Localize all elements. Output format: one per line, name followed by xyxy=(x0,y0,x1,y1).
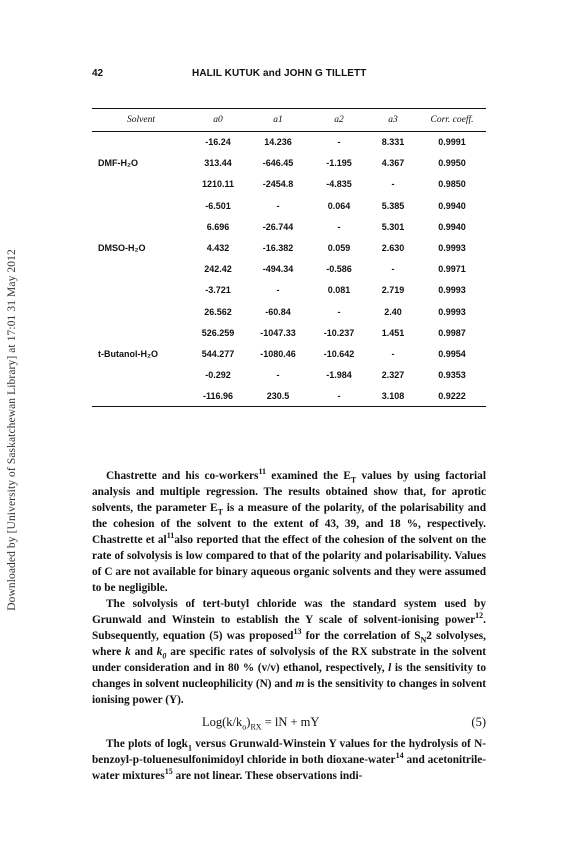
table-cell: 14.236 xyxy=(264,137,292,148)
table-cell: 0.9991 xyxy=(438,137,466,148)
column-header-solvent: Solvent xyxy=(92,109,190,132)
table-row xyxy=(92,386,486,407)
download-watermark-text: Downloaded by [University of Saskatchewan Library] at 17:01 31 May 2012 xyxy=(6,249,19,611)
table-cell: 2.630 xyxy=(381,243,405,254)
table-cell: 8.331 xyxy=(381,137,405,148)
table-cell: -26.744 xyxy=(262,221,294,232)
solvent-label: DMF-H₂O xyxy=(98,158,138,169)
table-row xyxy=(92,280,486,301)
italic-subscript: 0 xyxy=(162,651,167,661)
italic-symbol: l xyxy=(388,662,392,674)
equation-text: $Log(k/k_o)_{RX}$ = lN + mY xyxy=(202,715,320,732)
solvent-cell-empty xyxy=(92,132,190,153)
table-cell: -1.195 xyxy=(326,158,352,169)
table-cell: - xyxy=(310,386,368,407)
equation-number: (5) xyxy=(471,715,486,729)
text-run: are specific rates of solvolysis of the RX substrate in the solvent under consideration and in 80 % (v/v) ethanol, respectively, xyxy=(92,646,486,674)
download-watermark xyxy=(0,210,24,650)
table-cell: -10.237 xyxy=(323,327,355,338)
table-cell: -10.642 xyxy=(323,348,355,359)
text-run: versus Grunwald-Winstein Y values for the hydrolysis of N-benzoyl-p-toluenesulfonimidoyl chloride in both dioxane-water xyxy=(92,738,486,766)
table-row xyxy=(92,132,486,153)
table-cell: 313.44 xyxy=(204,158,232,169)
text-run: for the correlation of S xyxy=(301,630,421,642)
column-header-a2: a2 xyxy=(310,109,368,132)
table-row xyxy=(92,195,486,216)
table-cell: 0.9940 xyxy=(438,200,466,211)
subscript: T xyxy=(217,507,223,517)
table-cell: -1.984 xyxy=(326,370,352,381)
table-cell: 4.432 xyxy=(206,243,230,254)
table-cell: -60.84 xyxy=(265,306,291,317)
text-run: is the sensitivity to changes in solvent ionising power (Y). xyxy=(92,678,487,706)
table-row xyxy=(92,365,486,386)
column-header-a1: a1 xyxy=(246,109,310,132)
paragraph xyxy=(92,736,486,784)
table-body xyxy=(92,132,486,407)
table-cell: -646.45 xyxy=(262,158,294,169)
reference-superscript: 14 xyxy=(395,751,404,761)
solvent-cell-empty xyxy=(92,195,190,216)
solvent-cell-empty xyxy=(92,259,190,280)
text-run: The solvolysis of tert-butyl chloride was the standard system used by Grunwald and Winstein to establish the Y scale of solvent-ionising power xyxy=(92,598,486,626)
text-run: . Subsequently, equation (5) was proposed xyxy=(92,614,486,642)
regression-table xyxy=(92,108,486,407)
reference-superscript: 11 xyxy=(258,467,267,477)
text-run: The plots of logk xyxy=(106,738,188,750)
text-run: and acetonitrile-water mixtures xyxy=(92,754,486,782)
table-cell: 0.9987 xyxy=(438,327,466,338)
table-cell: -494.34 xyxy=(262,264,294,275)
table-cell: 0.9954 xyxy=(438,348,466,359)
table-row xyxy=(92,301,486,322)
table-cell: 6.696 xyxy=(206,221,230,232)
solvent-cell-empty xyxy=(92,174,190,195)
table-cell: 2.40 xyxy=(384,306,402,317)
reference-superscript: 12 xyxy=(475,611,484,621)
running-head: HALIL KUTUK and JOHN G TILLETT xyxy=(192,68,367,79)
table-cell: -0.586 xyxy=(326,264,352,275)
italic-symbol: m xyxy=(295,678,305,690)
subscript: N xyxy=(420,635,427,645)
table-cell: 5.301 xyxy=(381,221,405,232)
solvent-cell-empty xyxy=(92,301,190,322)
text-run: are not linear. These observations indi- xyxy=(172,770,363,782)
table-cell: 0.9993 xyxy=(438,243,466,254)
reference-superscript: 13 xyxy=(293,627,302,637)
solvent-cell-empty xyxy=(92,322,190,343)
table-cell: -2454.8 xyxy=(262,179,294,190)
table-cell: 0.081 xyxy=(327,285,351,296)
reference-superscript: 11 xyxy=(166,531,175,541)
text-run: values by using factorial analysis and multiple regression. The results obtained show that, for aprotic solvents, the parameter E xyxy=(92,470,486,514)
table-row xyxy=(92,322,486,343)
paragraph xyxy=(92,468,486,596)
table-cell: -6.501 xyxy=(205,200,231,211)
text-run: and xyxy=(130,646,157,658)
table-cell: 0.9993 xyxy=(438,285,466,296)
column-header-corr-coeff: Corr. coeff. xyxy=(418,109,486,132)
table-cell: 0.064 xyxy=(327,200,351,211)
table-row xyxy=(92,174,486,195)
table-cell: -116.96 xyxy=(190,386,246,407)
solvent-label: t-Butanol-H₂O xyxy=(98,348,158,359)
text-run: also reported that the effect of the cohesion of the solvent on the rate of solvolysis is low compared to that of the polarity and polarisability. Values of C are not available for binary aqueous organic solvents and they were assumed to be negligible. xyxy=(92,534,487,594)
table-cell: 1210.11 xyxy=(201,179,235,190)
page-number: 42 xyxy=(92,68,104,79)
subscript: T xyxy=(350,475,357,485)
subscript: 1 xyxy=(187,743,192,753)
table-cell: 1.451 xyxy=(381,327,405,338)
table-row xyxy=(92,216,486,237)
table-cell: 4.367 xyxy=(381,158,405,169)
table-cell: -16.382 xyxy=(262,243,294,254)
table-cell: 0.9940 xyxy=(438,221,466,232)
text-run: examined the E xyxy=(266,470,351,482)
table-cell: 544.277 xyxy=(201,348,235,359)
reference-superscript: 15 xyxy=(164,767,173,777)
table-cell: - xyxy=(391,179,395,190)
table-cell: - xyxy=(276,285,280,296)
solvent-cell-empty xyxy=(92,386,190,407)
table-cell: - xyxy=(391,264,395,275)
table-cell: 0.9353 xyxy=(438,370,466,381)
table-cell: 0.9993 xyxy=(438,306,466,317)
italic-symbol: k xyxy=(125,646,131,658)
table-row xyxy=(92,153,486,174)
solvent-cell-empty xyxy=(92,280,190,301)
table-header-row xyxy=(92,109,486,132)
text-run: is a measure of the polarity, of the polarisability and the cohesion of the solvent to the extent of 43, 39, and 18 %, respectively. Chastrette et al xyxy=(92,502,486,546)
text-run: Chastrette and his co-workers xyxy=(106,470,259,482)
text-run: is the sensitivity to changes in solvent nucleophilicity (N) and xyxy=(92,662,486,690)
table-cell: - xyxy=(337,306,341,317)
table-cell: - xyxy=(391,348,395,359)
table-cell: -1080.46 xyxy=(260,348,296,359)
table-row xyxy=(92,343,486,364)
table-cell: 0.059 xyxy=(327,243,351,254)
table-cell: 5.385 xyxy=(381,200,405,211)
solvent-cell-empty xyxy=(92,216,190,237)
solvent-label: DMSO-H₂O xyxy=(98,243,146,254)
table-cell: 26.562 xyxy=(204,306,232,317)
table-cell: 0.9971 xyxy=(438,264,466,275)
table-cell: 2.327 xyxy=(381,370,405,381)
table-cell: - xyxy=(337,137,341,148)
italic-symbol: k xyxy=(156,646,163,658)
equation-5 xyxy=(92,711,486,733)
table-cell: 3.108 xyxy=(368,386,418,407)
table-cell: 0.9850 xyxy=(438,179,466,190)
table-row xyxy=(92,259,486,280)
paragraph xyxy=(92,596,486,708)
table-cell: 242.42 xyxy=(204,264,232,275)
table-cell: 0.9950 xyxy=(438,158,466,169)
page-header xyxy=(92,68,486,82)
table-row xyxy=(92,237,486,258)
table-cell: - xyxy=(276,200,280,211)
table-cell: - xyxy=(276,370,280,381)
table-cell: -3.721 xyxy=(205,285,231,296)
solvent-cell-empty xyxy=(92,365,190,386)
table-cell: 0.9222 xyxy=(418,386,486,407)
column-header-a3: a3 xyxy=(368,109,418,132)
body-text xyxy=(92,468,486,784)
table-cell: -4.835 xyxy=(326,179,352,190)
table-cell: 2.719 xyxy=(381,285,405,296)
table-cell: 526.259 xyxy=(201,327,235,338)
table-cell: - xyxy=(337,221,341,232)
text-run: 2 solvolyses, where xyxy=(92,630,487,658)
table-cell: 230.5 xyxy=(246,386,310,407)
table-cell: -1047.33 xyxy=(260,327,296,338)
column-header-a0: a0 xyxy=(190,109,246,132)
table-cell: -16.24 xyxy=(205,137,231,148)
table-cell: -0.292 xyxy=(205,370,231,381)
